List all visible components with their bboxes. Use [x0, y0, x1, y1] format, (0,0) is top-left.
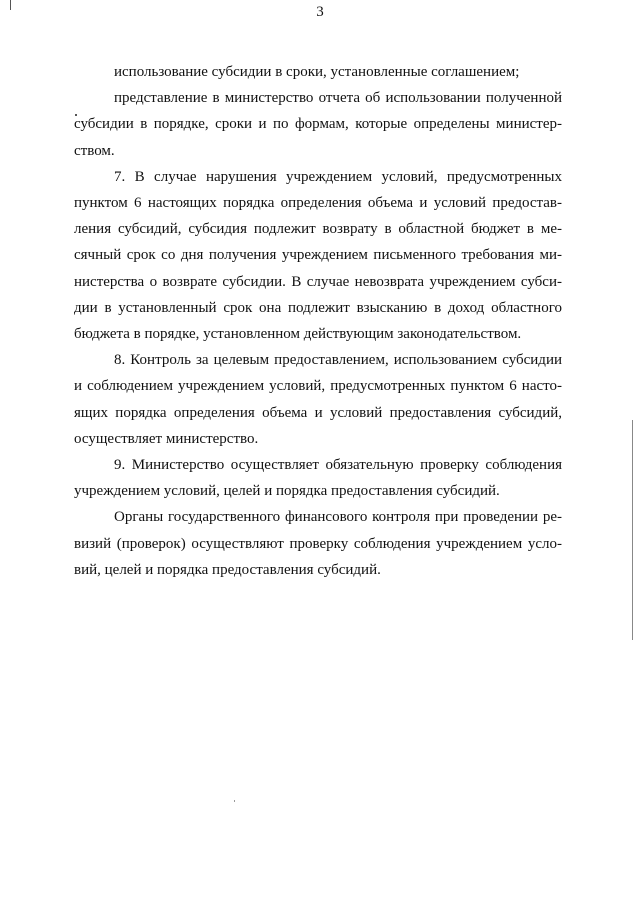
text-line: ящих порядка определения объема и условий предоставления субсидий, [74, 404, 562, 421]
paragraph-financial-control [74, 504, 562, 583]
text-line: бюджета в порядке, установленном действующим законодательством. [74, 326, 522, 343]
scan-artifact [234, 800, 235, 802]
text-line: 8. Контроль за целевым предоставлением, использованием субсидии [114, 352, 562, 369]
paragraph-item-9 [74, 452, 562, 504]
scan-artifact [10, 0, 11, 10]
text-line: 9. Министерство осуществляет обязательную проверку соблюдения [114, 457, 562, 474]
text-line: пунктом 6 настоящих порядка определения объема и условий предостав- [74, 195, 562, 212]
text-line: использование субсидии в сроки, установленные соглашением; [114, 64, 520, 80]
text-line: вий, целей и порядка предоставления субсидий. [74, 561, 381, 578]
text-line: нистерства о возврате субсидии. В случае невозврата учреждением субси- [74, 273, 562, 290]
text-line: осуществляет министерство. [74, 430, 259, 447]
document-body [74, 59, 562, 583]
text-line: 7. В случае нарушения учреждением условий, предусмотренных [114, 168, 562, 185]
scan-artifact [75, 114, 77, 116]
text-line: Органы государственного финансового контроля при проведении ре- [114, 509, 562, 526]
text-line: представление в министерство отчета об использовании полученной [114, 90, 562, 107]
text-line: визий (проверок) осуществляют проверку соблюдения учреждением усло- [74, 535, 562, 552]
text-line: дии в установленный срок она подлежит взысканию в доход областного [74, 299, 562, 316]
scan-artifact [632, 420, 633, 640]
page-number: 3 [316, 4, 324, 20]
text-line: учреждением условий, целей и порядка предоставления субсидий. [74, 483, 500, 500]
text-line: ления субсидий, субсидия подлежит возврату в областной бюджет в ме- [74, 221, 562, 238]
paragraph-item-8 [74, 347, 562, 452]
text-line: сячный срок со дня получения учреждением письменного требования ми- [74, 247, 562, 264]
paragraph-usage-terms [74, 59, 562, 85]
paragraph-item-7 [74, 164, 562, 347]
text-line: и соблюдением учреждением условий, предусмотренных пунктом 6 насто- [74, 378, 562, 395]
text-line: ством. [74, 142, 115, 159]
text-line: субсидии в порядке, сроки и по формам, которые определены министер- [74, 116, 562, 133]
paragraph-report-submission [74, 85, 562, 164]
